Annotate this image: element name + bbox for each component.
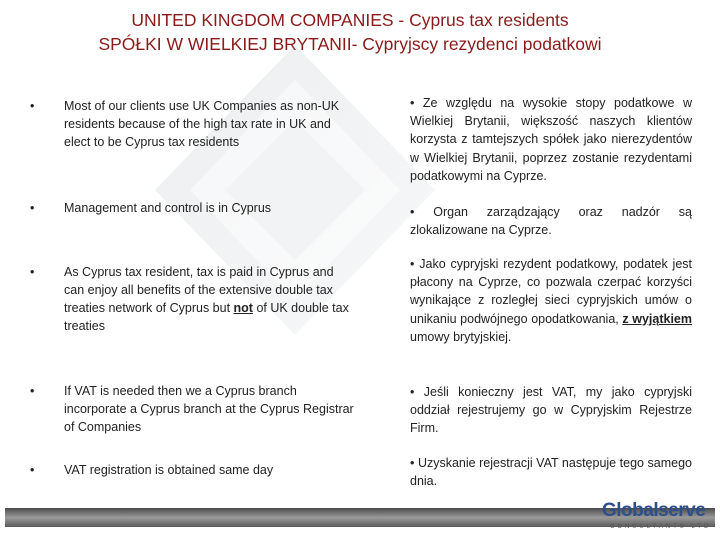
polish-point-4 bbox=[410, 383, 692, 438]
emphasis-not: not bbox=[233, 301, 253, 315]
title-english: UNITED KINGDOM COMPANIES - Cyprus tax residents bbox=[131, 10, 569, 30]
polish-point-3 bbox=[410, 255, 692, 346]
english-point-text: Most of our clients use UK Companies as non-UK residents because of the high tax rate in UK and elect to be Cyprus tax residents bbox=[64, 99, 340, 149]
logo-sub-text: CONSULTANTS LTD bbox=[610, 524, 712, 530]
polish-point-1 bbox=[410, 94, 692, 185]
bullet-icon: • bbox=[30, 265, 35, 279]
title-polish: SPÓŁKI W WIELKIEJ BRYTANII- Cypryjscy rezydenci podatkowi bbox=[98, 34, 602, 54]
english-point-text: Management and control is in Cyprus bbox=[64, 201, 272, 215]
bullet-icon: • bbox=[410, 385, 415, 399]
polish-point-text: Ze względu na wysokie stopy podatkowe w Wielkiej Brytanii, większość naszych klientów korzysta z tamtejszych spółek jako nierezydentów w Wielkiej Brytanii, poprzez zostanie rezydentami podatkowymi na Cyprze. bbox=[410, 96, 692, 183]
bullet-icon: • bbox=[410, 257, 415, 271]
globalserve-logo bbox=[602, 500, 712, 534]
english-point-text bbox=[64, 263, 354, 335]
bullet-icon: • bbox=[410, 96, 415, 110]
text-part: umowy brytyjskiej. bbox=[410, 329, 512, 344]
polish-point-text bbox=[410, 257, 692, 344]
polish-point-5 bbox=[410, 454, 692, 490]
bullet-icon: • bbox=[30, 99, 35, 113]
english-point-text: VAT registration is obtained same day bbox=[64, 463, 274, 477]
english-point-text: If VAT is needed then we a Cyprus branch incorporate a Cyprus branch at the Cyprus Registrar of Companies bbox=[64, 384, 354, 434]
bullet-icon: • bbox=[30, 463, 35, 477]
polish-point-text: Uzyskanie rejestracji VAT następuje tego samego dnia. bbox=[410, 456, 692, 489]
bullet-icon: • bbox=[410, 205, 415, 219]
emphasis-z-wyjatkiem: z wyjątkiem bbox=[622, 311, 692, 326]
polish-point-2 bbox=[410, 203, 692, 239]
polish-point-text: Jeśli konieczny jest VAT, my jako cypryjski oddział rejestrujemy go w Cypryjskim Rejestrze Firm. bbox=[410, 385, 692, 436]
text-part: As Cyprus tax resident, tax is paid in Cyprus and can enjoy all benefits of the extensive double tax treaties network of Cyprus but bbox=[64, 265, 334, 315]
bullet-icon: • bbox=[410, 456, 415, 470]
polish-point-text: Organ zarządzający oraz nadzór są zlokalizowane na Cyprze. bbox=[410, 205, 692, 238]
logo-main-text: Globalserve bbox=[602, 500, 706, 521]
text-part: Jako cypryjski rezydent podatkowy, podatek jest płacony na Cyprze, co pozwala czerpać korzyści wynikające z rozległej sieci cypryjskich umów o unikaniu podwójnego opodatkowania, bbox=[410, 257, 692, 326]
bullet-icon: • bbox=[30, 201, 35, 215]
bullet-icon: • bbox=[30, 384, 35, 398]
text-part: of UK double tax treaties bbox=[64, 301, 349, 333]
